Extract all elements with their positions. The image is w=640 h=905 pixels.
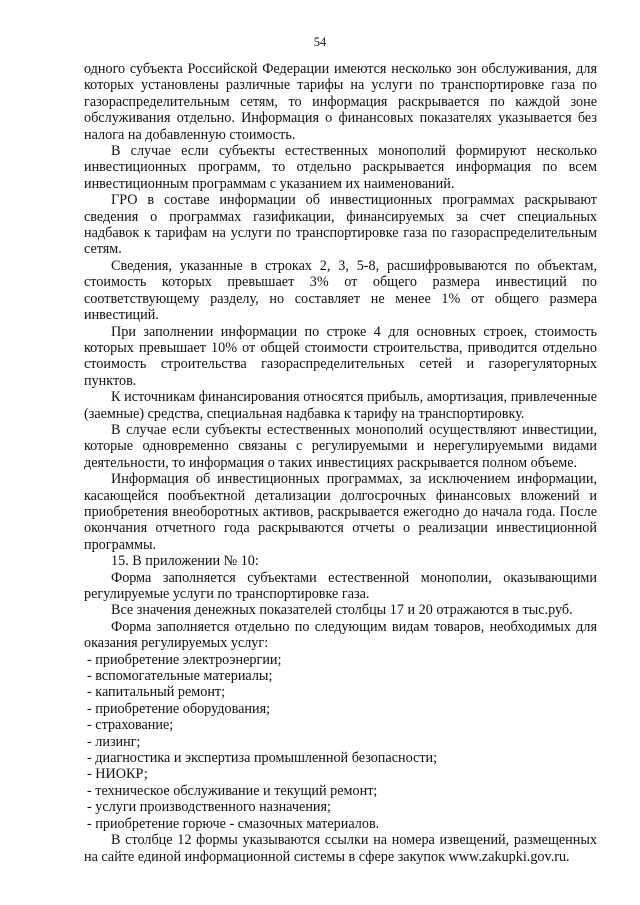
document-body (84, 61, 597, 865)
list-item: - страхование; (87, 717, 174, 734)
paragraph: В случае если субъекты естественных монополий формируют несколько инвестиционных программ, то отдельно раскрывается информация по всем инвестиционным программам с указанием их наименований. (84, 143, 597, 192)
list-item: - лизинг; (87, 733, 141, 750)
paragraph: В случае если субъекты естественных монополий осуществляют инвестиции, которые одновременно связаны с регулируемыми и нерегулируемыми видами деятельности, то информация о таких инвестициях раскрывается полном объеме. (84, 421, 597, 471)
paragraph: К источникам финансирования относятся прибыль, амортизация, привлеченные (заемные) средства, специальная надбавка к тарифу на транспортировку. (84, 389, 597, 422)
list-item: - капитальный ремонт; (87, 684, 226, 701)
paragraph: ГРО в составе информации об инвестиционных программах раскрывают сведения о программах газификации, финансируемых за счет специальных надбавок к тарифам на услуги по транспортировке газа по газораспределительным сетям. (84, 192, 597, 258)
list-item: - приобретение оборудования; (87, 700, 271, 717)
list-item: - НИОКР; (87, 766, 148, 783)
closing-paragraph: В столбце 12 формы указываются ссылки на номера извещений, размещенных на сайте единой информационной системы в сфере закупок www.zakupki.gov.ru. (84, 832, 597, 865)
goods-list (84, 652, 597, 832)
list-item: - техническое обслуживание и текущий ремонт; (87, 782, 378, 799)
page-number: 54 (313, 35, 327, 49)
list-item: - приобретение горюче - смазочных материалов. (87, 815, 380, 832)
paragraph: Форма заполняется отдельно по следующим видам товаров, необходимых для оказания регулируемых услуг: (84, 618, 597, 652)
paragraph: Сведения, указанные в строках 2, 3, 5-8, расшифровываются по объектам, стоимость которых превышает 3% от общего размера инвестиций по соответствующему разделу, но составляет не менее 1% от общего размера инвестиций. (84, 257, 597, 324)
section-heading: 15. В приложении № 10: (111, 553, 259, 570)
list-item: - вспомогательные материалы; (87, 668, 273, 685)
paragraph: При заполнении информации по строке 4 для основных строек, стоимость которых превышает 10% от общей стоимости строительства, приводится отдельно стоимость строительства газораспределительных сетей и газорегуляторных пунктов. (84, 323, 597, 389)
paragraph: Форма заполняется субъектами естественной монополии, оказывающими регулируемые услуги по транспортировке газа. (84, 569, 597, 602)
list-item: - диагностика и экспертиза промышленной безопасности; (87, 750, 438, 767)
paragraph: Информация об инвестиционных программах, за исключением информации, касающейся пообъектной детализации долгосрочных финансовых вложений и приобретения внеоборотных активов, раскрывается ежегодно до начала года. После окончания отчетного года раскрываются отчеты о реализации инвестиционной программы. (84, 471, 597, 553)
list-item: - услуги производственного назначения; (87, 799, 331, 816)
paragraph: Все значения денежных показателей столбцы 17 и 20 отражаются в тыс.руб. (111, 602, 573, 619)
paragraph: одного субъекта Российской Федерации имеются несколько зон обслуживания, для которых установлены различные тарифы на услуги по транспортировке газа по газораспределительным сетям, то информация раскрывается по каждой зоне обслуживания отдельно. Информация о финансовых показателях указывается без налога на добавленную стоимость. (84, 61, 597, 143)
list-item: - приобретение электроэнергии; (87, 651, 282, 668)
